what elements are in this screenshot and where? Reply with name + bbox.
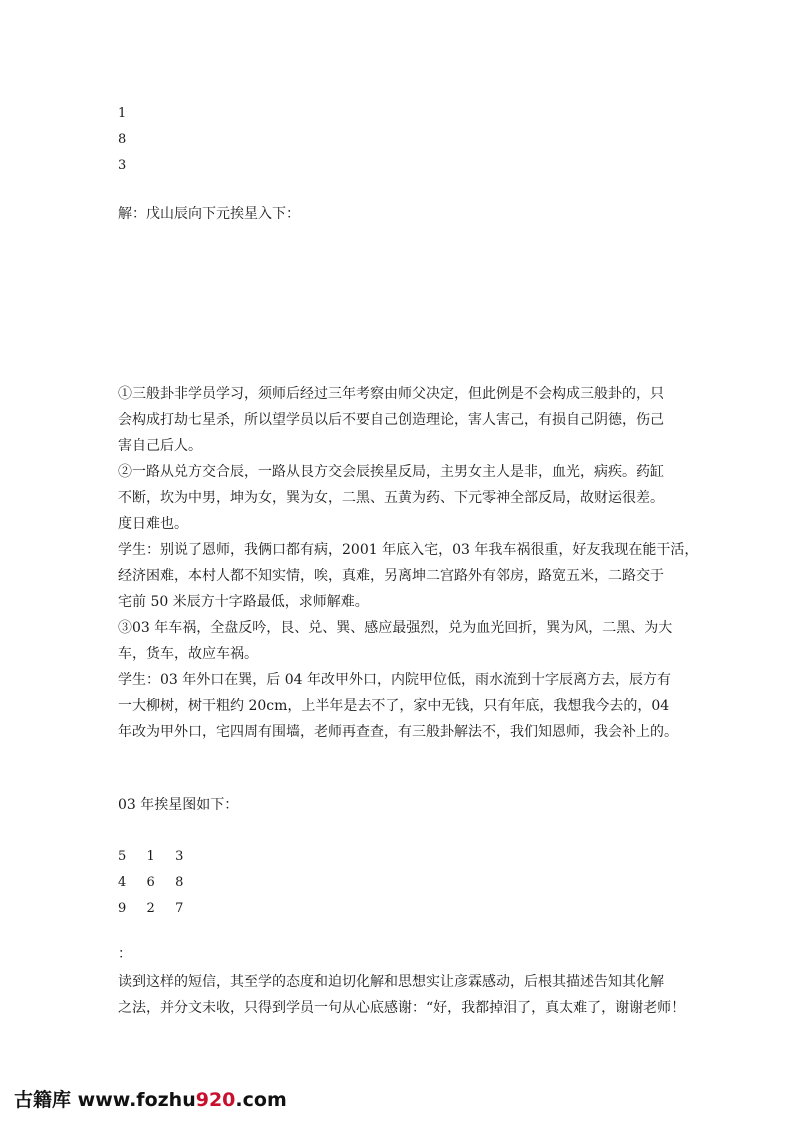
colon-mark: ：: [118, 946, 132, 962]
footer-url[interactable]: [78, 1089, 287, 1111]
closing-line: 读到这样的短信，其至学的态度和迫切化解和思想实让彦霖感动，后根其描述告知其化解: [118, 974, 664, 990]
closing-line: 之法，并分文未收，只得到学员一句从心底感谢：“好，我都掉泪了，真太难了，谢谢老师！: [118, 1000, 686, 1016]
body-line: ③03 年车祸，全盘反吟，艮、兑、巽、感应最强烈，兑为血光回折，巽为风，二黑、为大: [118, 620, 673, 636]
body-line: 学生：03 年外口在巽，后 04 年改甲外口，内院甲位低，雨水流到十字辰离方去，辰方有: [118, 672, 671, 688]
intro-line: 解：戊山辰向下元挨星入下：: [118, 206, 300, 222]
page-number-2: 8: [118, 132, 127, 147]
body-line: 害自己后人。: [118, 438, 202, 454]
body-line: 车，货车，故应车祸。: [118, 646, 258, 662]
body-line: 度日难也。: [118, 516, 188, 532]
body-line: 一大柳树，树干粗约 20cm，上半年是去不了，家中无钱，只有年底，我想我今去的，04: [118, 698, 670, 714]
body-line: 不断，坎为中男，坤为女，巽为女，二黑、五黄为药、下元零神全部反局，故财运很差。: [118, 490, 664, 506]
star-grid-row: 5 1 3: [118, 849, 184, 864]
body-line: ②一路从兑方交合辰，一路从艮方交会辰挨星反局，主男女主人是非，血光，病疾。药缸: [118, 464, 664, 480]
body-line: 学生：别说了恩师，我俩口都有病，2001 年底入宅，03 年我车祸很重，好友我现在能干活，: [118, 542, 699, 558]
page-number-3: 3: [118, 158, 127, 173]
footer-url-prefix: www.fozhu: [77, 1089, 196, 1111]
body-line: 年改为甲外口，宅四周有围墙，老师再查查，有三般卦解法不，我们知恩师，我会补上的。: [118, 724, 678, 740]
body-line: 宅前 50 米辰方十字路最低，求师解难。: [118, 594, 369, 610]
footer-watermark: [14, 1085, 287, 1112]
footer-brand: 古籍库: [14, 1089, 72, 1111]
star-chart-title: 03 年挨星图如下：: [118, 797, 239, 813]
body-line: 经济困难，本村人都不知实情，唉，真难，另离坤二宫路外有邻房，路宽五米，二路交于: [118, 568, 664, 584]
page-number-1: 1: [118, 106, 127, 121]
body-line: 会构成打劫七星杀，所以望学员以后不要自己创造理论，害人害己，有损自己阴德，伤己: [118, 412, 664, 428]
footer-url-highlight: 920: [195, 1089, 236, 1111]
star-grid-row: 4 6 8: [118, 875, 184, 890]
footer-url-suffix: .com: [235, 1089, 287, 1111]
star-grid-row: 9 2 7: [118, 901, 184, 916]
body-line: ①三般卦非学员学习，须师后经过三年考察由师父决定，但此例是不会构成三般卦的，只: [118, 386, 664, 402]
